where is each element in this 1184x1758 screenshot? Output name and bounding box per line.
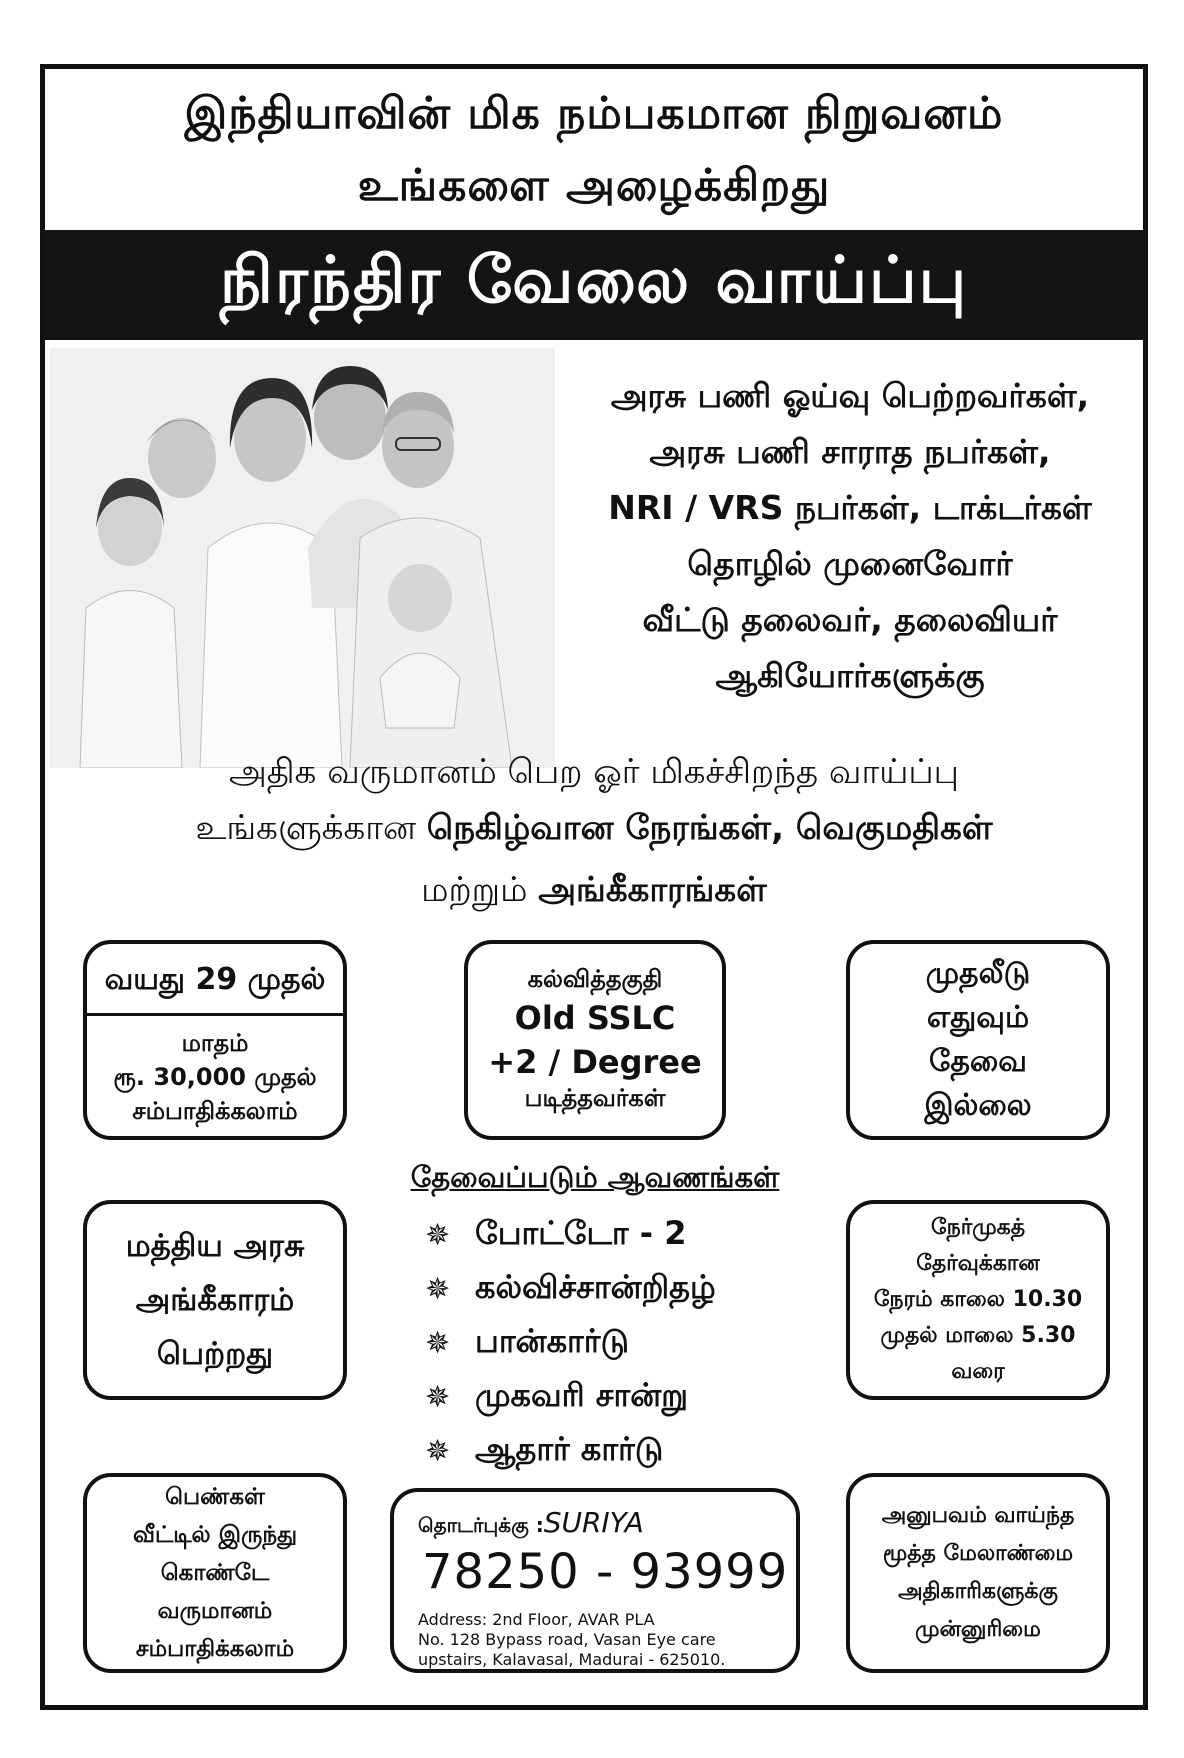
tagline-line-1: அதிக வருமானம் பெற ஓர் மிகச்சிறந்த வாய்ப்பு: [229, 752, 959, 792]
education-line: கல்வித்தகுதி: [527, 965, 663, 993]
audience-line: அரசு பணி ஓய்வு பெற்றவர்கள்,: [610, 376, 1090, 415]
address-line: No. 128 Bypass road, Vasan Eye care: [418, 1630, 716, 1649]
document-item: [425, 1208, 716, 1262]
documents-heading: தேவைப்படும் ஆவணங்கள்: [410, 1160, 780, 1194]
banner-title: நிரந்திர வேலை வாய்ப்பு: [219, 244, 969, 318]
audience-line: அரசு பணி சாராத நபர்கள்,: [649, 432, 1051, 471]
audience-line: தொழில் முனைவோர்: [687, 544, 1013, 583]
investment-line: எதுவும்: [926, 1000, 1030, 1035]
govt-approval-box: [83, 1200, 347, 1400]
investment-line: இல்லை: [924, 1088, 1032, 1123]
document-label: போட்டோ - 2: [475, 1214, 687, 1252]
star-bullet-icon: ✵: [425, 1325, 451, 1361]
document-item: [425, 1262, 716, 1316]
earnings-line: மாதம்: [181, 1029, 249, 1057]
document-item: [425, 1370, 716, 1424]
contact-box: [390, 1488, 800, 1673]
priority-line: அதிகாரிகளுக்கு: [898, 1579, 1058, 1604]
family-photo: [50, 348, 555, 768]
audience-line: வீட்டு தலைவர், தலைவியர்: [642, 600, 1058, 639]
women-line: சம்பாதிக்கலாம்: [135, 1636, 295, 1662]
approval-line: பெற்றது: [156, 1336, 274, 1372]
women-earn-box: [83, 1473, 347, 1673]
audience-line: NRI / VRS நபர்கள், டாக்டர்கள்: [608, 488, 1092, 527]
tagline-highlight: அங்கீகாரங்கள்: [538, 870, 767, 910]
senior-priority-box: [846, 1473, 1110, 1673]
contact-label-row: [418, 1506, 644, 1540]
tagline-highlight: நெகிழ்வான நேரங்கள், வெகுமதிகள்: [426, 808, 993, 848]
women-line: வீட்டில் இருந்து: [132, 1522, 298, 1548]
education-line: படித்தவர்கள்: [524, 1084, 666, 1112]
family-illustration-icon: [50, 348, 555, 768]
priority-line: அனுபவம் வாய்ந்த: [881, 1503, 1075, 1528]
interview-line: வரை: [951, 1359, 1005, 1384]
priority-line: முன்னுரிமை: [915, 1617, 1041, 1642]
tagline-line-3: [45, 870, 1143, 914]
headline-line-1: இந்தியாவின் மிக நம்பகமான நிறுவனம்: [184, 88, 1004, 139]
star-bullet-icon: ✵: [425, 1217, 451, 1253]
women-line: கொண்டே: [160, 1560, 270, 1586]
priority-line: மூத்த மேலாண்மை: [882, 1541, 1074, 1566]
document-label: முகவரி சான்று: [475, 1376, 689, 1414]
women-line: பெண்கள்: [165, 1484, 265, 1510]
interview-line: நேர்முகத்: [930, 1215, 1026, 1240]
contact-name: SURIYA: [543, 1506, 644, 1539]
investment-line: தேவை: [929, 1044, 1027, 1079]
interview-time-box: [846, 1200, 1110, 1400]
document-item: [425, 1316, 716, 1370]
star-bullet-icon: ✵: [425, 1271, 451, 1307]
earnings-line: சம்பாதிக்கலாம்: [132, 1097, 298, 1125]
headline-line-2: உங்களை அழைக்கிறது: [357, 160, 831, 211]
document-label: ஆதார் கார்டு: [475, 1430, 664, 1468]
interview-line: நேரம் காலை 10.30: [873, 1287, 1083, 1312]
tagline-line-2: [45, 808, 1143, 852]
investment-line: முதலீடு: [925, 956, 1031, 991]
star-bullet-icon: ✵: [425, 1379, 451, 1415]
earnings-text: [113, 1026, 316, 1128]
star-bullet-icon: ✵: [425, 1433, 451, 1469]
approval-line: மத்திய அரசு: [125, 1228, 305, 1264]
address-block: [418, 1610, 725, 1670]
interview-line: முதல் மாலை 5.30: [880, 1323, 1076, 1348]
target-audience-list: [560, 368, 1140, 704]
title-banner: [45, 230, 1143, 340]
document-label: பான்கார்டு: [475, 1322, 630, 1360]
documents-list: [425, 1208, 716, 1478]
age-earnings-box: [83, 940, 347, 1140]
tagline-prefix: உங்களுக்கான: [195, 808, 416, 848]
age-heading: வயது 29 முதல்: [87, 944, 343, 1016]
address-line: upstairs, Kalavasal, Madurai - 625010.: [418, 1650, 726, 1669]
education-line: Old SSLC: [514, 999, 676, 1037]
address-line: Address: 2nd Floor, AVAR PLA: [418, 1610, 655, 1629]
education-line: +2 / Degree: [488, 1043, 702, 1081]
earnings-line: ரூ. 30,000 முதல்: [113, 1063, 317, 1091]
document-item: [425, 1424, 716, 1478]
phone-number[interactable]: 78250 - 93999: [422, 1544, 789, 1600]
women-line: வருமானம்: [157, 1598, 273, 1624]
document-label: கல்விச்சான்றிதழ்: [475, 1268, 716, 1306]
audience-line: ஆகியோர்களுக்கு: [715, 656, 985, 695]
education-box: [464, 940, 726, 1140]
tagline-prefix: மற்றும்: [421, 870, 528, 910]
contact-label: தொடர்புக்கு :: [418, 1513, 544, 1537]
interview-line: தேர்வுக்கான: [916, 1251, 1040, 1276]
no-investment-box: [846, 940, 1110, 1140]
approval-line: அங்கீகாரம்: [135, 1282, 295, 1318]
